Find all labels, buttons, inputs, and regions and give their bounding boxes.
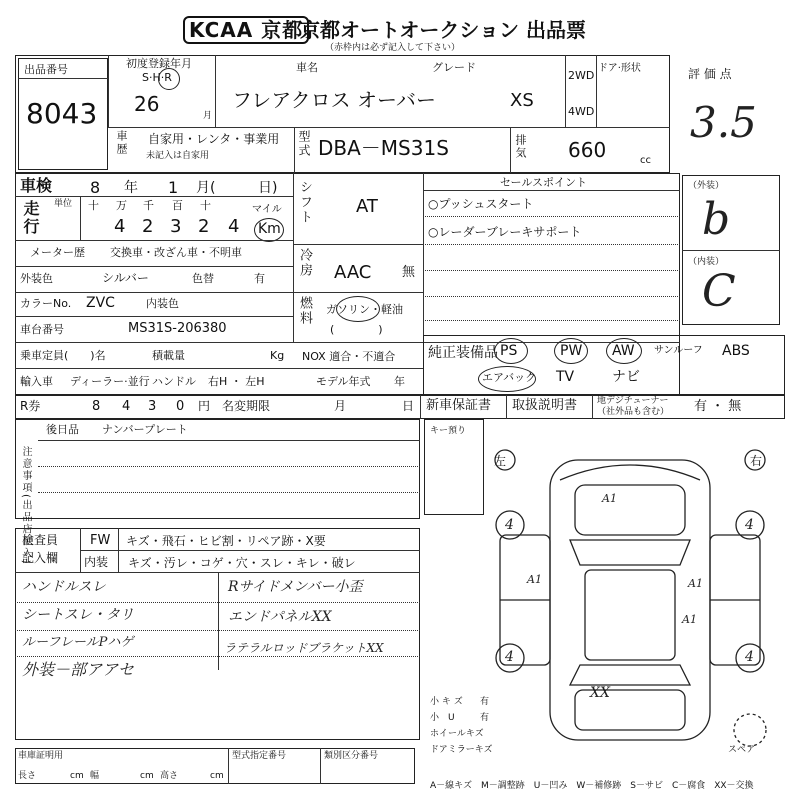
recycle-label: R券	[20, 399, 41, 413]
key-label: キー預り	[430, 426, 467, 436]
displacement-label: 排気	[514, 134, 527, 160]
tire-depth: 4	[745, 517, 754, 533]
inspection-label: 検査員	[22, 533, 59, 547]
mileage-digit: 4	[114, 216, 126, 237]
chassis-label: 車台番号	[20, 323, 64, 336]
displacement: 660	[568, 138, 607, 162]
color-no: ZVC	[86, 295, 115, 311]
damage-mark: XX	[590, 685, 610, 701]
era-circle	[158, 68, 180, 90]
damage-mark: A1	[527, 573, 542, 586]
mileage-digit: 4	[228, 216, 240, 237]
fuel-circle	[336, 296, 380, 322]
body-color: シルバー	[102, 271, 149, 285]
rating-label: 評 価 点	[688, 67, 732, 81]
grade-label: グレード	[432, 61, 476, 74]
km-circle	[254, 218, 284, 242]
lot-number: 8043	[26, 97, 98, 130]
shift-value: AT	[356, 196, 378, 217]
diagram-left: 左	[494, 454, 507, 468]
shaken-year: 8	[90, 178, 101, 197]
tire-depth: 4	[745, 649, 754, 665]
fuel-options: ガソリン・軽油	[326, 303, 403, 316]
inspection-note: エンドパネルXX	[228, 609, 332, 625]
shaken-month: 1	[168, 178, 179, 197]
interior-grade: C	[702, 266, 736, 317]
shift-label: シフト	[297, 180, 312, 225]
car-name: フレアクロス オーバー	[232, 88, 436, 112]
equipment-label: 純正装備品	[428, 345, 498, 361]
aircon-value: AAC	[334, 262, 372, 283]
form-subtitle: （赤枠内は必ず記入して下さい）	[325, 43, 461, 53]
meter-label: メーター歴	[30, 246, 85, 259]
car-grade: XS	[510, 90, 534, 111]
equip-ps: PS	[500, 343, 518, 359]
mileage-digit: 3	[170, 216, 182, 237]
door-label: ドア·形状	[598, 63, 641, 74]
inspection-note: ラテラルロッドブラケットXX	[224, 641, 384, 655]
era-options: S·H·R	[142, 71, 172, 84]
sales-point-item: ○プッシュスタート	[428, 197, 534, 211]
recycle-row	[15, 395, 785, 419]
spare-label: スペア	[728, 745, 756, 755]
drive-4wd: 4WD	[568, 105, 595, 118]
form-title: 京都オートオークション 出品票	[300, 18, 586, 42]
equip-pw: PW	[560, 343, 583, 359]
sales-point-item: ○レーダーブレーキサポート	[428, 225, 582, 239]
tire-depth: 4	[505, 517, 514, 533]
auction-logo: KCAA 京都	[183, 14, 309, 43]
equip-aw: AW	[612, 343, 635, 359]
tire-depth: 4	[505, 649, 514, 665]
color-label: 外装色	[20, 272, 53, 285]
equip-abs: ABS	[722, 343, 750, 359]
manual-doc: 取扱説明書	[512, 398, 578, 413]
shaken-label: 車検	[20, 176, 53, 195]
mileage-unit: Km	[258, 221, 281, 237]
usage-options: 自家用・レンタ・事業用	[148, 132, 280, 146]
damage-mark: A1	[602, 492, 617, 505]
mileage-digit: 2	[198, 216, 210, 237]
first-reg-label: 初度登録年月	[126, 57, 192, 70]
car-diagram	[480, 440, 785, 750]
inspection-note: Rサイドメンバー小歪	[228, 579, 363, 595]
warranty-doc: 新車保証書	[426, 398, 492, 413]
import-label: 輸入車	[20, 375, 53, 388]
mileage-label: 走行	[21, 200, 40, 236]
usage-label: 車歴	[115, 130, 128, 156]
damage-codes: A－線キズ M－調整跡 U－凹み W－補修跡 S－サビ C－腐食 XX－交換	[430, 781, 754, 791]
aircon-label: 冷房	[297, 248, 312, 278]
capacity-label: 乗車定員( )名	[20, 349, 106, 362]
model-code: DBA－MS31S	[318, 136, 449, 160]
inspection-note: シートスレ・タリ	[22, 607, 134, 623]
lot-number-label: 出品番号	[24, 63, 68, 76]
rating-score: 3.5	[690, 98, 757, 147]
exterior-grade: b	[702, 194, 731, 245]
nox-options: NOX 適合・不適合	[302, 350, 396, 363]
fuel-label: 燃料	[297, 296, 312, 326]
color-no-label: カラーNo.	[20, 297, 72, 310]
first-reg-year: 26	[134, 92, 160, 116]
chassis-number: MS31S-206380	[128, 321, 227, 336]
inspection-note: ルーフレールPハゲ	[22, 635, 134, 650]
equip-airbag: エアバック	[482, 371, 537, 384]
sales-points-label: セールスポイント	[500, 176, 588, 189]
model-label: 型式	[297, 130, 311, 158]
mileage-digit: 2	[142, 216, 154, 237]
drive-2wd: 2WD	[568, 69, 595, 82]
damage-mark: A1	[688, 577, 703, 590]
diagram-right: 右	[750, 454, 763, 468]
inspection-note: 外装－部アアセ	[22, 660, 134, 679]
car-name-label: 車名	[296, 61, 318, 74]
damage-mark: A1	[682, 613, 697, 626]
notes-label: 注意事項(出品店記入)	[20, 446, 31, 566]
inspection-note: ハンドルスレ	[22, 579, 106, 595]
